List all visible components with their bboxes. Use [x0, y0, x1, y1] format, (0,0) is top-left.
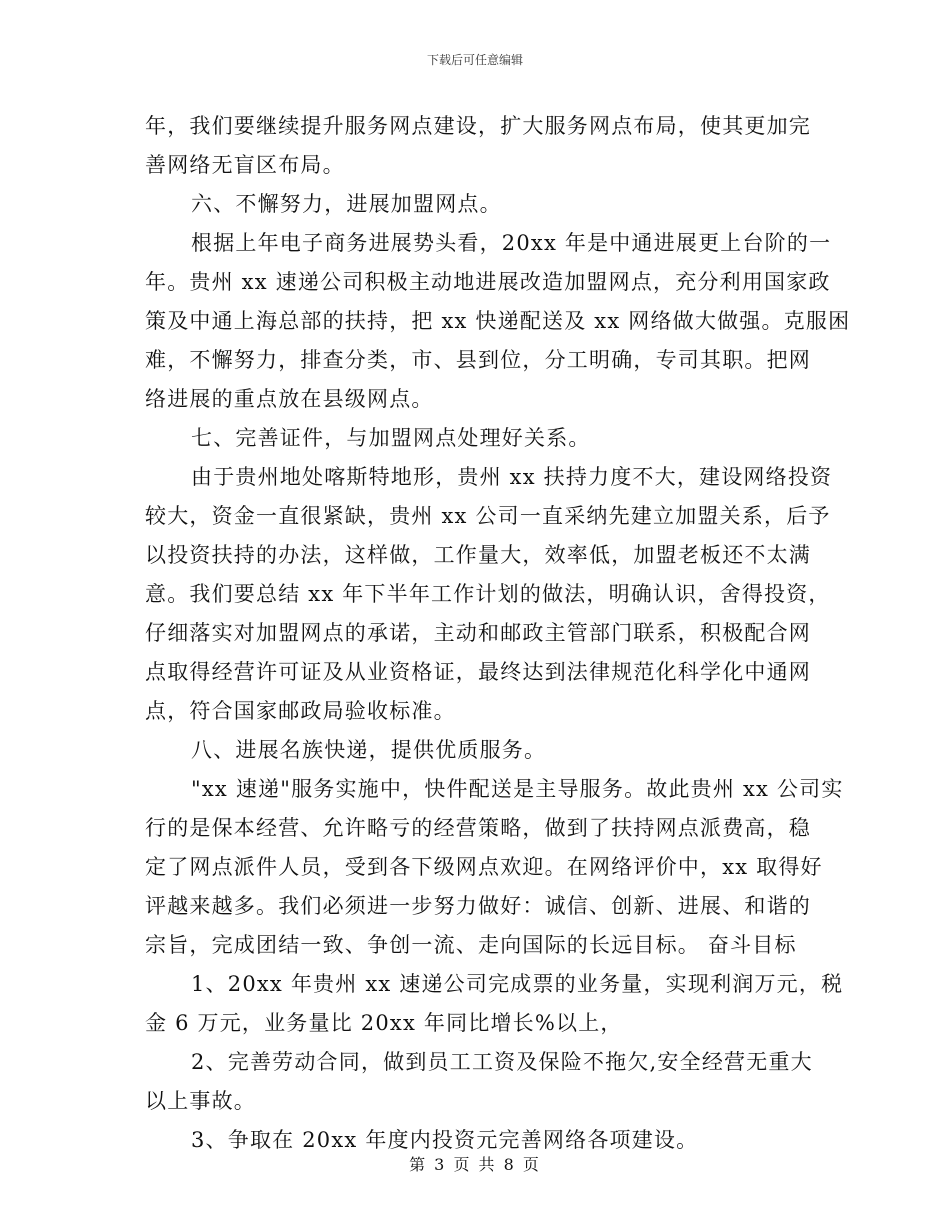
text-line: 以投资扶持的办法，这样做，工作量大，效率低，加盟老板还不太满	[145, 543, 811, 567]
text-line: 金 6 万元，业务量比 20xx 年同比增长%以上，	[145, 1011, 623, 1035]
text-line: 2、完善劳动合同，做到员工工资及保险不拖欠,安全经营无重大	[191, 1050, 813, 1074]
text-line: 行的是保本经营、允许略亏的经营策略，做到了扶持网点派费高，稳	[145, 816, 811, 840]
text-line: 由于贵州地处喀斯特地形，贵州 xx 扶持力度不大，建设网络投资	[191, 465, 833, 489]
text-line: 络进展的重点放在县级网点。	[145, 387, 434, 411]
text-line: 评越来越多。我们必须进一步努力做好：诚信、创新、进展、和谐的	[145, 894, 811, 918]
text-line: 仔细落实对加盟网点的承诺，主动和邮政主管部门联系，积极配合网	[145, 621, 811, 645]
text-line: 点取得经营许可证及从业资格证，最终达到法律规范化科学化中通网	[145, 660, 811, 684]
text-line: 较大，资金一直很紧缺，贵州 xx 公司一直采纳先建立加盟关系，后予	[145, 504, 831, 528]
text-line: 根据上年电子商务进展势头看，20xx 年是中通进展更上台阶的一	[191, 231, 832, 255]
text-line: 善网络无盲区布局。	[145, 153, 345, 177]
text-line: 策及中通上海总部的扶持，把 xx 快递配送及 xx 网络做大做强。克服困	[145, 309, 851, 333]
text-line: 点，符合国家邮政局验收标准。	[145, 699, 456, 723]
text-line: 七、完善证件，与加盟网点处理好关系。	[191, 426, 591, 450]
text-line: 年，我们要继续提升服务网点建设，扩大服务网点布局，使其更加完	[145, 114, 811, 138]
text-line: 年。贵州 xx 速递公司积极主动地进展改造加盟网点，充分利用国家政	[145, 270, 831, 294]
text-line: 3、争取在 20xx 年度内投资元完善网络各项建设。	[191, 1128, 699, 1152]
text-line: 宗旨，完成团结一致、争创一流、走向国际的长远目标。 奋斗目标	[145, 933, 797, 957]
text-line: 定了网点派件人员，受到各下级网点欢迎。在网络评价中，xx 取得好	[145, 855, 823, 879]
page-header: 下载后可任意编辑	[426, 53, 523, 67]
text-line: 六、不懈努力，进展加盟网点。	[191, 192, 502, 216]
document-body	[145, 107, 851, 1160]
text-line: 意。我们要总结 xx 年下半年工作计划的做法，明确认识，舍得投资，	[145, 582, 831, 606]
text-line: 八、进展名族快递，提供优质服务。	[191, 738, 547, 762]
text-line: "xx 速递"服务实施中，快件配送是主导服务。故此贵州 xx 公司实	[191, 777, 844, 801]
text-line: 难，不懈努力，排查分类，市、县到位，分工明确，专司其职。把网	[145, 348, 811, 372]
text-line: 以上事故。	[145, 1089, 256, 1113]
text-line: 1、20xx 年贵州 xx 速递公司完成票的业务量，实现利润万元，税	[191, 972, 844, 996]
page-footer: 第 3 页 共 8 页	[409, 1155, 541, 1174]
